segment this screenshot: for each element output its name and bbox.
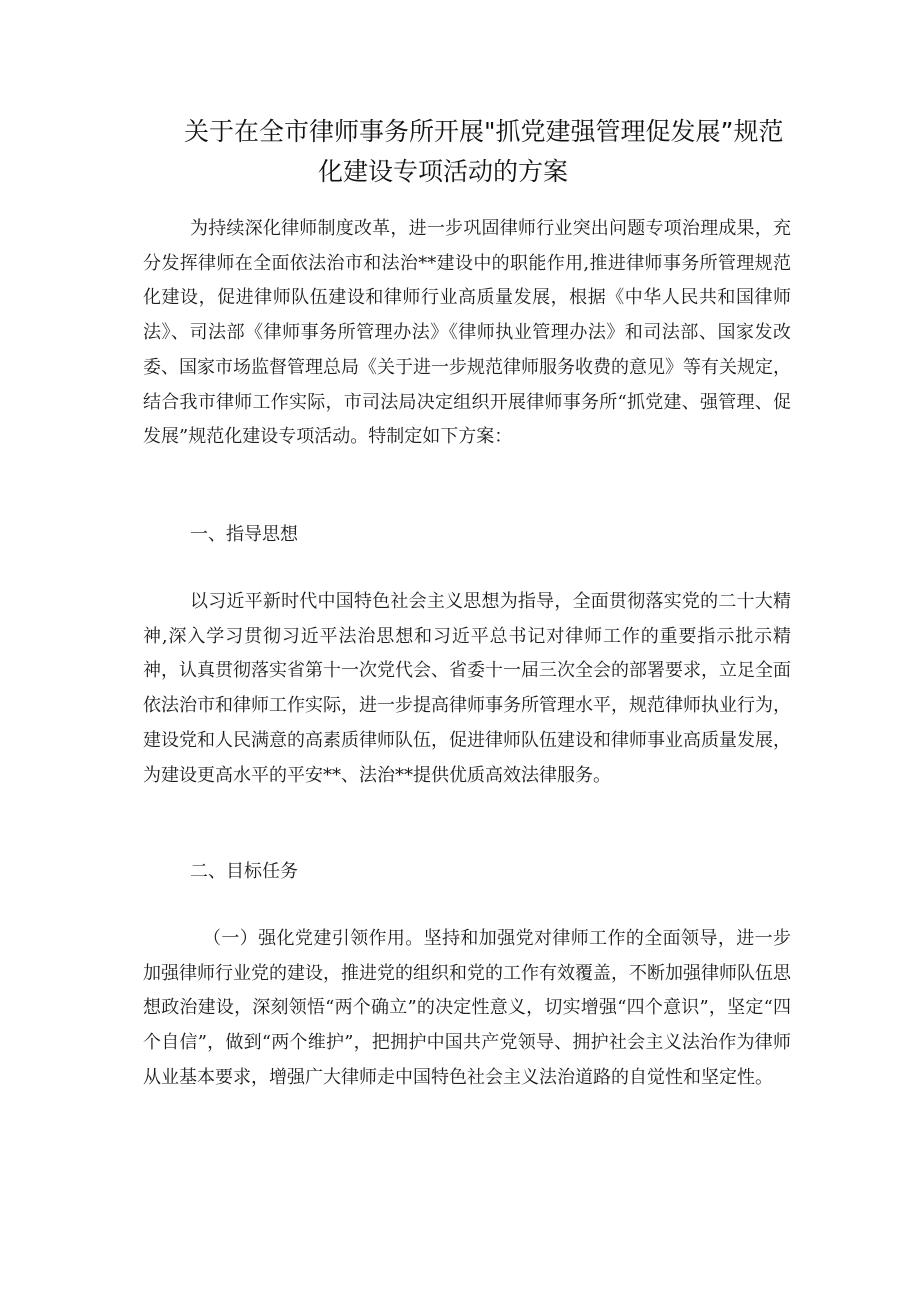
intro-paragraph: 为持续深化律师制度改革，进一步巩固律师行业突出问题专项治理成果，充分发挥律师在全面依法治市和法治**建设中的职能作用,推进律师事务所管理规范化建设，促进律师队伍建设和律师行业高质量发展，根据《中华人民共和国律师法》、司法部《律师事务所管理办法》《律师执业管理办法》和司法部、国家发改委、国家市场监督管理总局《关于进一步规范律师服务收费的意见》等有关规定，结合我市律师工作实际，市司法局决定组织开展律师事务所“抓党建、强管理、促发展”规范化建设专项活动。特制定如下方案： xyxy=(143,218,791,448)
section-1-heading-block xyxy=(143,518,791,553)
section-2-heading-block xyxy=(143,855,791,890)
document-title-line-1: 关于在全市律师事务所开展"抓党建强管理促发展”规范 xyxy=(184,117,784,146)
section-2-body xyxy=(143,922,791,1096)
document-title xyxy=(150,112,810,192)
intro-section xyxy=(143,212,791,455)
section-heading-guiding-thought: 一、指导思想 xyxy=(190,524,298,545)
section-1-body xyxy=(143,585,791,793)
guiding-thought-paragraph: 以习近平新时代中国特色社会主义思想为指导，全面贯彻落实党的二十大精神,深入学习贯彻习近平法治思想和习近平总书记对律师工作的重要指示批示精神，认真贯彻落实省第十一次党代会、省委十一届三次全会的部署要求，立足全面依法治市和律师工作实际，进一步提高律师事务所管理水平，规范律师执业行为，建设党和人民满意的高素质律师队伍，促进律师队伍建设和律师事业高质量发展，为建设更高水平的平安**、法治**提供优质高效法律服务。 xyxy=(143,591,791,786)
task-item-1-paragraph: （一）强化党建引领作用。坚持和加强党对律师工作的全面领导，进一步加强律师行业党的建设，推进党的组织和党的工作有效覆盖，不断加强律师队伍思想政治建设，深刻领悟“两个确立”的决定性意义，切实增强“四个意识”，坚定“四个自信”，做到“两个维护”，把拥护中国共产党领导、拥护社会主义法治作为律师从业基本要求，增强广大律师走中国特色社会主义法治道路的自觉性和坚定性。 xyxy=(143,928,791,1088)
document-title-line-2: 化建设专项活动的方案 xyxy=(318,157,569,186)
section-heading-goals-tasks: 二、目标任务 xyxy=(190,861,298,882)
